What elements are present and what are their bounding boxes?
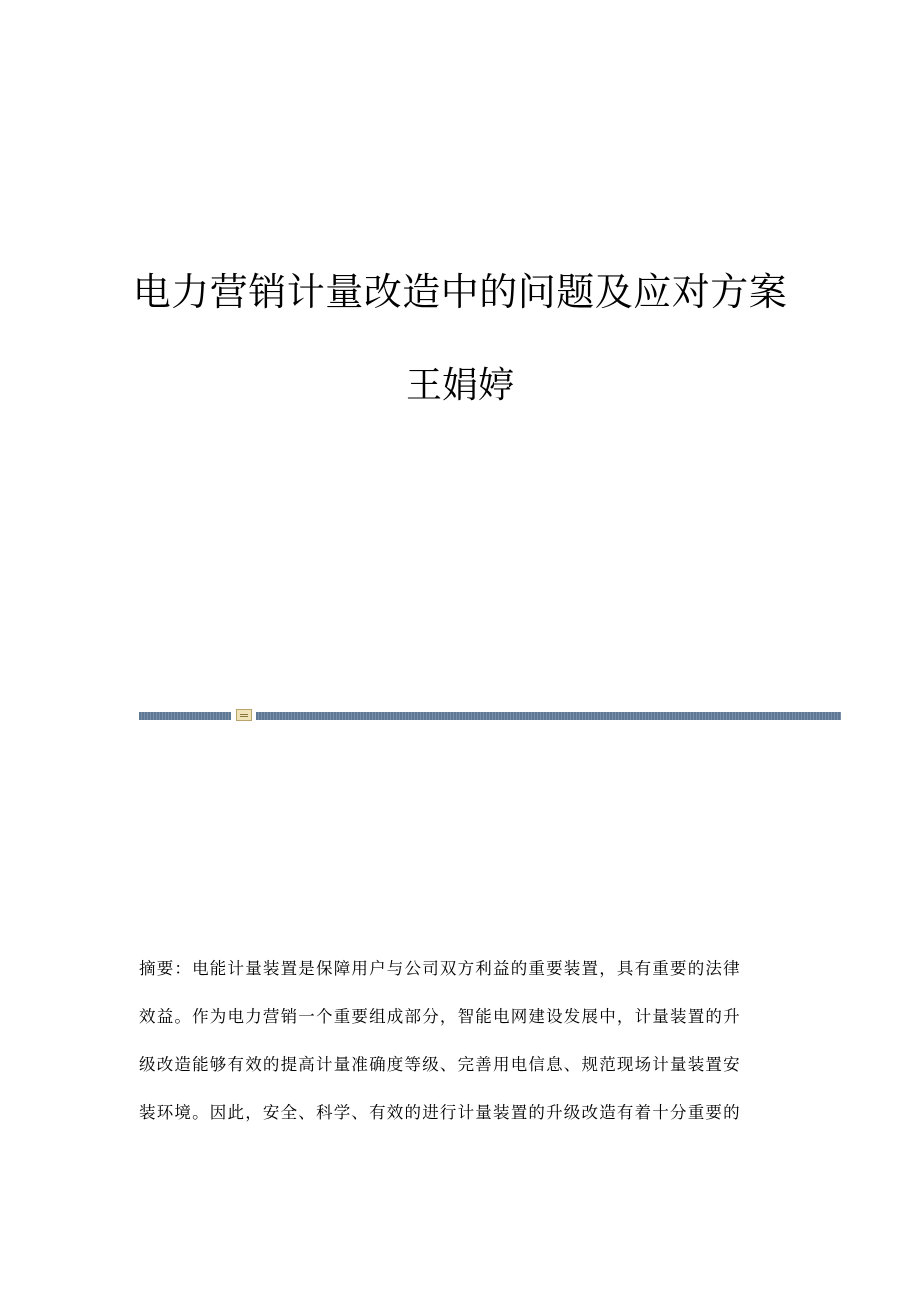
divider-bar-right (256, 712, 841, 720)
abstract-paragraph (139, 945, 769, 1137)
abstract-line: 摘要：电能计量装置是保障用户与公司双方利益的重要装置，具有重要的法律 (139, 959, 741, 978)
document-title: 电力营销计量改造中的问题及应对方案 (132, 270, 788, 314)
abstract-line: 效益。作为电力营销一个重要组成部分，智能电网建设发展中，计量装置的升 (139, 1007, 741, 1026)
abstract-line: 级改造能够有效的提高计量准确度等级、完善用电信息、规范现场计量装置安 (139, 1055, 741, 1074)
document-author: 王娟婷 (405, 365, 514, 406)
abstract-line: 装环境。因此，安全、科学、有效的进行计量装置的升级改造有着十分重要的 (139, 1103, 741, 1122)
divider-bar-left (139, 712, 231, 720)
divider-ornament-icon (236, 709, 252, 721)
section-divider (139, 707, 841, 723)
